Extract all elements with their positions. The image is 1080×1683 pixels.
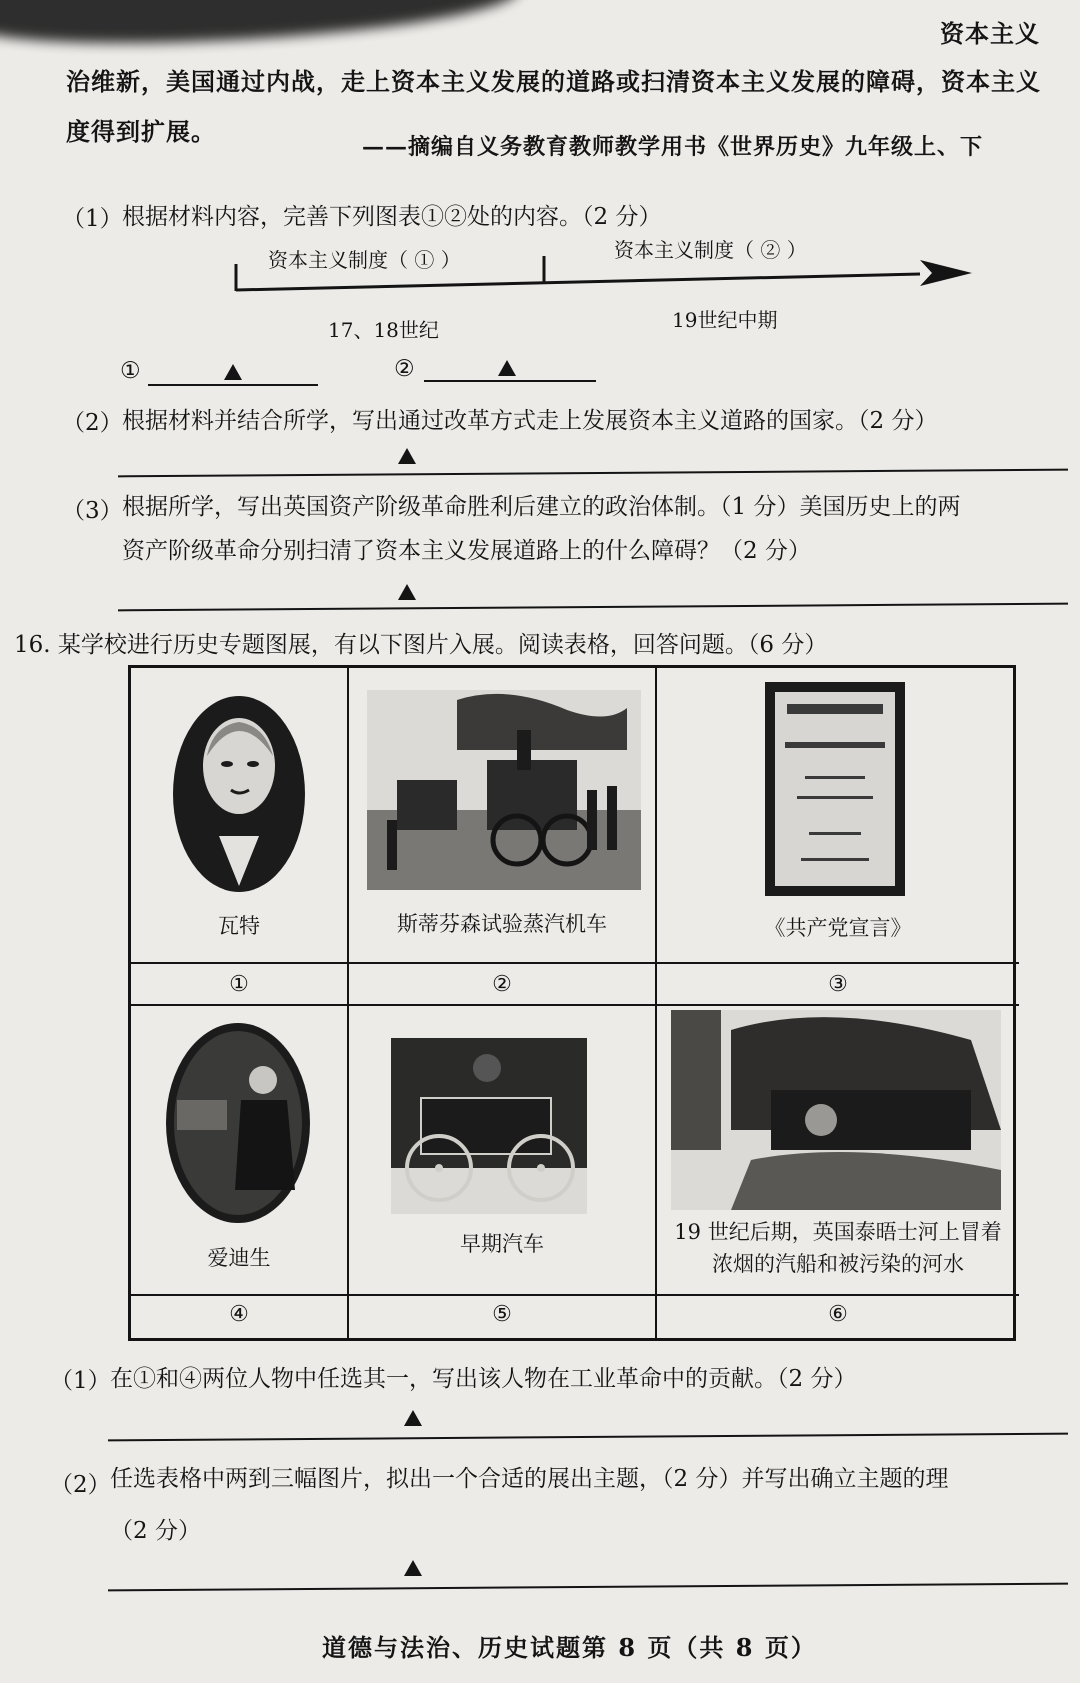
- q15-2-text: 根据材料并结合所学，写出通过改革方式走上发展资本主义道路的国家。（2 分）: [122, 408, 938, 434]
- picture-table: [128, 665, 1016, 1341]
- q15-3-num: （3）: [62, 498, 123, 524]
- blank-1-label: ①: [120, 358, 141, 384]
- label-5: ⑤: [492, 1302, 512, 1327]
- answer-marker: [398, 584, 416, 600]
- cell-num-5: [349, 1296, 657, 1338]
- timeline-right-label: 资本主义制度（ ② ）: [614, 238, 807, 262]
- watt-portrait: [169, 686, 309, 896]
- cell-num-1: [131, 964, 349, 1006]
- blank-2-label: ②: [394, 356, 415, 382]
- manifesto-cover-image: [765, 682, 905, 896]
- label-1: ①: [229, 972, 249, 997]
- early-car-image: [391, 1038, 587, 1214]
- label-3: ③: [828, 972, 848, 997]
- steam-locomotive-image: [367, 690, 641, 890]
- q16-2-num: （2）: [50, 1472, 111, 1498]
- material-line1-end: 资本主义: [940, 19, 1040, 48]
- cell-edison: [131, 1006, 349, 1296]
- material-line2: 治维新，美国通过内战，走上资本主义发展的道路或扫清资本主义发展的障碍，资本主义: [66, 67, 1041, 96]
- q16-2-line2: （2 分）: [110, 1518, 201, 1544]
- answer-marker: [404, 1560, 422, 1576]
- cell-num-6: [657, 1296, 1019, 1338]
- label-2: ②: [492, 972, 512, 997]
- cell-manifesto: [657, 668, 1019, 964]
- cell-thames: [657, 1006, 1019, 1296]
- q15-1-text: 根据材料内容，完善下列图表①②处的内容。（2 分）: [122, 204, 662, 230]
- timeline-left-label: 资本主义制度（ ① ）: [268, 248, 461, 272]
- caption-5: 早期汽车: [460, 1232, 544, 1256]
- q16-stem: 16. 某学校进行历史专题图展，有以下图片入展。阅读表格，回答问题。（6 分）: [14, 632, 828, 658]
- caption-4: 爱迪生: [207, 1246, 271, 1270]
- q16-1-num: （1）: [50, 1368, 111, 1394]
- caption-3: 《共产党宣言》: [764, 916, 912, 940]
- material-source: ——摘编自义务教育教师教学用书《世界历史》九年级上、下: [362, 134, 984, 160]
- answer-marker: [398, 448, 416, 464]
- caption-2: 斯蒂芬森试验蒸汽机车: [397, 912, 607, 936]
- q15-3-line2: 资产阶级革命分别扫清了资本主义发展道路上的什么障碍？（2 分）: [122, 538, 811, 564]
- cell-watt: [131, 668, 349, 964]
- answer-line-q15-3[interactable]: [118, 603, 1068, 612]
- answer-marker: [224, 364, 242, 380]
- thames-steamboat-image: [671, 1010, 1001, 1210]
- label-4: ④: [229, 1302, 249, 1327]
- caption-6-line2: 浓烟的汽船和被污染的河水: [712, 1252, 964, 1276]
- answer-marker: [404, 1410, 422, 1426]
- cell-early-car: [349, 1006, 657, 1296]
- material-line3: 度得到扩展。: [66, 117, 216, 146]
- q16-1-text: 在①和④两位人物中任选其一，写出该人物在工业革命中的贡献。（2 分）: [110, 1366, 857, 1392]
- label-6: ⑥: [828, 1302, 848, 1327]
- scan-shadow: [0, 0, 521, 50]
- q15-2-num: （2）: [62, 410, 123, 436]
- q16-2-line1: 任选表格中两到三幅图片，拟出一个合适的展出主题，（2 分）并写出确立主题的理: [110, 1466, 949, 1492]
- blank-2-line[interactable]: [424, 380, 596, 382]
- answer-line-q16-1[interactable]: [108, 1433, 1068, 1442]
- answer-line-q16-2[interactable]: [108, 1583, 1068, 1592]
- cell-stephenson: [349, 668, 657, 964]
- cell-num-2: [349, 964, 657, 1006]
- q15-1-num: （1）: [62, 206, 123, 232]
- caption-1: 瓦特: [218, 914, 260, 938]
- answer-marker: [498, 360, 516, 376]
- page-footer: 道德与法治、历史试题第 8 页（共 8 页）: [322, 1633, 817, 1662]
- timeline-right-period: 19世纪中期: [672, 308, 778, 332]
- timeline-left-period: 17、18世纪: [328, 318, 439, 342]
- answer-line-q15-2[interactable]: [118, 469, 1068, 478]
- blank-1-line[interactable]: [148, 384, 318, 386]
- caption-6-line1: 19 世纪后期，英国泰晤士河上冒着: [674, 1220, 1002, 1244]
- q15-3-line1: 根据所学，写出英国资产阶级革命胜利后建立的政治体制。（1 分）美国历史上的两: [122, 494, 961, 520]
- cell-num-4: [131, 1296, 349, 1338]
- edison-portrait: [163, 1020, 313, 1226]
- cell-num-3: [657, 964, 1019, 1006]
